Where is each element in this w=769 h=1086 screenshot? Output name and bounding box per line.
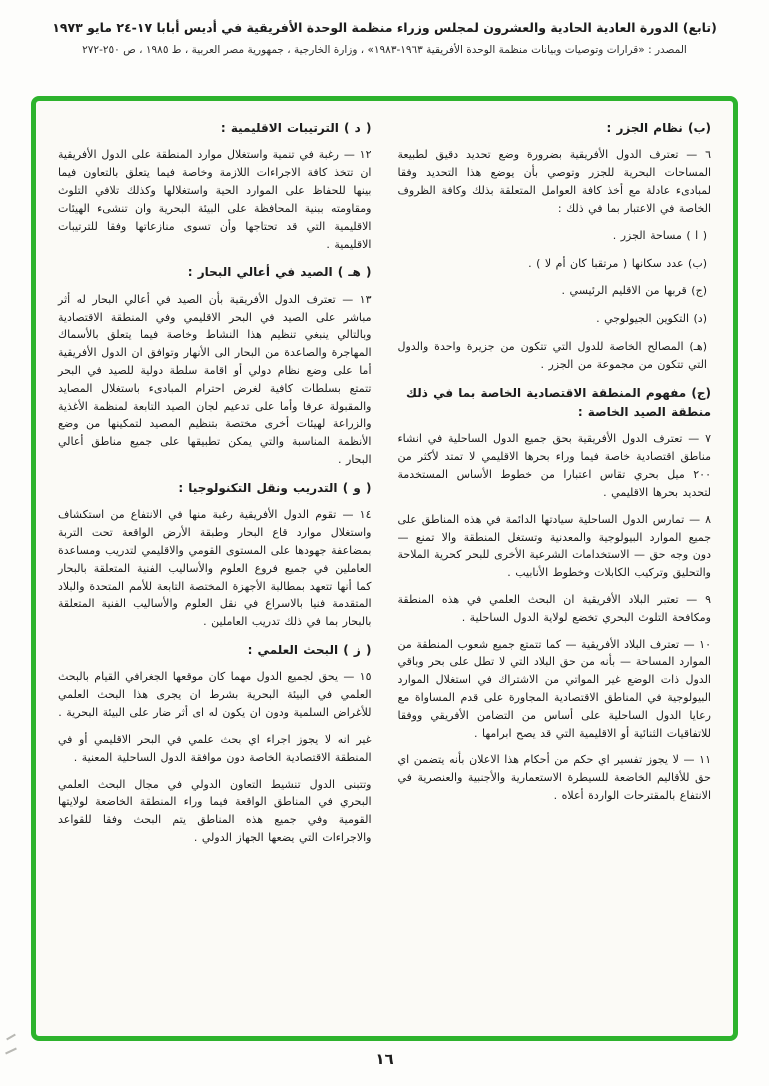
paragraph: وتتبنى الدول تنشيط التعاون الدولي في مجال البحث العلمي البحري في المناطق الواقعة فيما وراء المنطقة الخاضعة لولايتها القومية وفي جميع هذه المناطق يتم البحث وفقا للقواعد والاجراءات التي يضعها الجهاز الدولي . bbox=[58, 777, 372, 844]
document-title: (تابع) الدورة العادية الحادية والعشرون لمجلس وزراء منظمة الوحدة الأفريقية في أديس أبابا ١٧-٢٤ مايو ١٩٧٣ bbox=[52, 20, 717, 35]
section-heading: (ب) نظام الجزر : bbox=[606, 121, 711, 135]
page-header bbox=[0, 0, 769, 56]
section-heading: ( هـ ) الصيد في أعالي البحار : bbox=[187, 265, 372, 280]
paragraph: ١٣ — تعترف الدول الأفريقية بأن الصيد في أعالي البحار له أثر مباشر على الصيد في البحر الاقليمي وفي المنطقة الاقتصادية وبالتالي ينبغي تنظيم هذا النشاط وخاصة فيما يتعلق بالأسماك المهاجرة والصاعدة من البحار الى الأنهار وتوافق ان الدول الأفريقية أما على وضع نظام دولي أو اقامة سلطة دولية للصيد في البحر تتمتع بسلطات كافية لغرض احترام المبادىء باستغلال المصايد والمقبولة عرفا وأما على تدعيم لجان الصيد التابعة لمنظمة الأغذية والزراعة لهيئات أخرى مختصة بتنظيم المصيد لتمكينها من وضع الأنظمة المناسبة والتي يمكن تطبيقها على جميع مناطق أعالي البحار . bbox=[58, 292, 372, 467]
section-heading: ( د ) الترتيبات الاقليمية : bbox=[220, 121, 372, 135]
paragraph: ١٢ — رغبة في تنمية واستغلال موارد المنطقة على الدول الأفريقية ان تتخذ كافة الاجراءات اللازمة وخاصة فيما يتعلق بالتعاون فيما بينها للحفاظ على الموارد الحية واستغلالها وكذلك تلافي التلوث ومقاومته ببنية المحافظة على البيئة البحرية وان تنشىء الهيئات الاقليمية التي قد تحتاجها وأن تسوى منازعاتها وفقا للترتيبات الاقليمية . bbox=[58, 148, 372, 251]
paragraph: ٨ — تمارس الدول الساحلية سيادتها الدائمة في هذه المناطق على جميع الموارد البيولوجية والمعدنية وتستغل المنطقة والا تمنع — دون وجه حق — الاستخدامات الشرعية الأخرى للبحر كحرية الملاحة والتحليق وتركيب الكابلات وخطوط الأنابيب . bbox=[397, 512, 711, 580]
content-frame bbox=[31, 96, 738, 1041]
paragraph: ١١ — لا يجوز تفسير اي حكم من أحكام هذا الاعلان بأنه يتضمن اي حق للأقاليم الخاضعة للسيطرة الاستعمارية والأجنبية والعنصرية في الانتفاع بالمقترحات الواردة أعلاه . bbox=[397, 753, 711, 803]
paragraph: (ب) عدد سكانها ( مرتقبا كان أم لا ) . bbox=[528, 256, 707, 270]
paragraph: (د) التكوين الجيولوجي . bbox=[596, 312, 707, 326]
paragraph: ٦ — تعترف الدول الأفريقية بضرورة وضع تحديد دقيق لطبيعة المساحات البحرية للجزر وتوصي بأن يوضع هذا التحديد وفقا لمبادىء عادلة مع أخذ كافة العوامل المتعلقة بذلك وكافة الظروف الخاصة في الاعتبار بما في ذلك : bbox=[397, 148, 711, 215]
paragraph: ٩ — تعتبر البلاد الأفريقية ان البحث العلمي في هذه المنطقة ومكافحة التلوث البحري تخضع لولاية الدول الساحلية . bbox=[397, 592, 711, 624]
page-number: ١٦ bbox=[375, 1050, 394, 1068]
paragraph: ١٤ — تقوم الدول الأفريقية رغبة منها في الانتفاع من استكشاف واستغلال موارد قاع البحار وطبقة الأرض الواقعة تحت التربة بمضاعفة جهودها على المستوى القومي والاقليمي لتدريب ومساعدة العاملين في جميع فروع العلوم والأساليب الفنية المتعلقة بالبحار كما أنها تتعهد بمطالبة الأجهزة المختصة التابعة للأمم المتحدة والبلاد المتقدمة فنيا بالاسراع في نقل العلوم والأساليب الفنية المتعلقة بالبحار بما في ذلك تدريب العاملين . bbox=[58, 508, 372, 629]
scan-artifact bbox=[6, 1034, 16, 1041]
paragraph: (هـ) المصالح الخاصة للدول التي تتكون من جزيرة واحدة والدول التي تتكون من مجموعة من الجزر . bbox=[397, 339, 707, 371]
paragraph: ١٠ — تعترف البلاد الأفريقية — كما تتمتع جميع شعوب المنطقة من الموارد المساحة — بأنه من حق البلاد التي لا تطل على بحر وباقي الدول ذات الوضع غير المواتي من الاشتراك في استغلال الموارد البيولوجية في المناطق الاقتصادية المجاورة على قدم المساواة مع رعايا الدول الساحلية على أساس من التضامن الأفريقي ووفقا للاتفاقيات الثنائية أو الاقليمية التي قد يصح ابرامها . bbox=[397, 637, 711, 740]
text-column-right bbox=[398, 117, 712, 1026]
paragraph: غير انه لا يجوز اجراء اي بحث علمي في البحر الاقليمي أو في المنطقة الاقتصادية الخاصة دون موافقة الدول الساحلية المعنية . bbox=[58, 732, 372, 764]
document-source-line: المصدر : «قرارات وتوصيات وبيانات منظمة الوحدة الأفريقية ١٩٦٣-١٩٨٣» ، وزارة الخارجية ، جمهورية مصر العربية ، ط ١٩٨٥ ، ص ٢٥٠-٢٧٢ bbox=[82, 44, 687, 56]
paragraph: ٧ — تعترف الدول الأفريقية بحق جميع الدول الساحلية في انشاء مناطق اقتصادية خاصة فيما وراء بحرها الاقليمي لا تمتد لأكثر من ٢٠٠ ميل بحري تقاس اعتبارا من خطوط الأساس المستخدمة لتحديد بحرها الاقليمي . bbox=[397, 432, 711, 499]
text-columns bbox=[36, 101, 733, 1036]
paragraph: (ج) قربها من الاقليم الرئيسي . bbox=[561, 284, 707, 298]
section-heading: (ج) مفهوم المنطقة الاقتصادية الخاصة بما في ذلك منطقة الصيد الخاصة : bbox=[406, 385, 711, 419]
text-column-left bbox=[58, 117, 372, 1026]
paragraph: ( ا ) مساحة الجزر . bbox=[612, 228, 707, 242]
section-heading: ( و ) التدريب ونقل التكنولوجيا : bbox=[178, 480, 372, 495]
paragraph: ١٥ — يحق لجميع الدول مهما كان موقعها الجغرافي القيام بالبحث العلمي في البيئة البحرية بشرط ان يجرى هذا البحث العلمي للأغراض السلمية ودون ان يكون له اى أثر ضار على البيئة البحرية . bbox=[58, 670, 372, 720]
section-heading: ( ز ) البحث العلمي : bbox=[247, 643, 372, 657]
